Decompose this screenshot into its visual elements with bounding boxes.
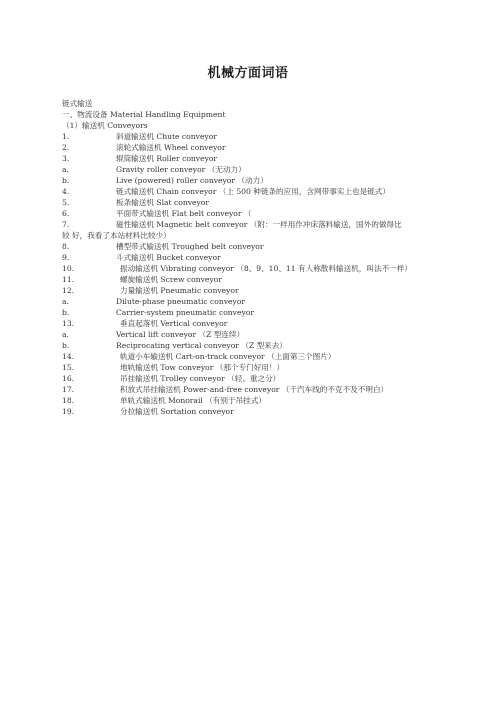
list-item-text: 单轨式输送机 Monorail （有别于吊挂式） xyxy=(120,396,266,405)
list-item-text: 积放式吊挂输送机 Power-and-free conveyor （干汽车线的不克不及不明白） xyxy=(120,385,389,394)
list-item-text: Dilute-phase pneumatic conveyor xyxy=(116,297,246,306)
list-item-number: 16. xyxy=(62,374,75,383)
list-item-number: 11. xyxy=(62,275,75,284)
list-item-number: 15. xyxy=(62,363,75,372)
list-item-continuation: 较 好，我看了本站材料比较少） xyxy=(62,231,171,240)
list-item-text: 板条输送机 Slat conveyor xyxy=(116,198,209,207)
list-item-text: 地轨输送机 Tow conveyor （那个专门好用！） xyxy=(120,363,285,372)
list-item-text: 辊筒输送机 Roller conveyor xyxy=(116,154,218,163)
list-item-number: 5. xyxy=(62,198,70,207)
list-item-text: Gravity roller conveyor （无动力） xyxy=(116,165,246,174)
list-item-number: b. xyxy=(62,176,70,185)
list-item-number: 8. xyxy=(62,242,70,251)
list-item-number: 4. xyxy=(62,187,70,196)
list-item-number: 14. xyxy=(62,352,75,361)
list-item-text: 槽型带式输送机 Troughed belt conveyor xyxy=(116,242,264,251)
heading-text: （1）输送机 Conveyors xyxy=(62,121,148,130)
list-item-number: a. xyxy=(62,330,69,339)
list-item-number: 6. xyxy=(62,209,70,218)
heading-text: 链式输送 xyxy=(62,99,93,108)
list-item-text: 斗式输送机 Bucket conveyor xyxy=(116,253,221,262)
list-item-number: 10. xyxy=(62,264,75,273)
list-item-text: Reciprocating vertical conveyor （Z 型来去） xyxy=(116,341,287,350)
page-title: 机械方面词语 xyxy=(207,66,289,81)
list-item-number: 17. xyxy=(62,385,75,394)
list-item-text: Vertical lift conveyor （Z 型连续） xyxy=(116,330,245,339)
heading-text: 一、物流设备 Material Handling Equipment xyxy=(62,110,226,119)
list-item-number: 1. xyxy=(62,132,70,141)
list-item-text: Carrier-system pneumatic conveyor xyxy=(116,308,254,317)
list-item-number: a. xyxy=(62,165,69,174)
list-item-number: a. xyxy=(62,297,69,306)
list-item-number: 9. xyxy=(62,253,70,262)
list-item-text: 滚轮式输送机 Wheel conveyor xyxy=(116,143,226,152)
list-item-text: 链式输送机 Chain conveyor （上 500 种链条的应用，含网带事实上也是链式） xyxy=(116,187,390,196)
list-item-text: 垂直起落机 Vertical conveyor xyxy=(120,319,228,328)
list-item-number: b. xyxy=(62,341,70,350)
list-item-text: Live (powered) roller conveyor （动力） xyxy=(116,176,268,185)
list-item-number: 2. xyxy=(62,143,70,152)
list-item-number: 3. xyxy=(62,154,70,163)
list-item-text: 螺旋输送机 Screw conveyor xyxy=(120,275,222,284)
list-item-text: 磁性输送机 Magnetic belt conveyor （附：一样用作冲床落料输送，国外的做得比 xyxy=(116,220,402,229)
list-item-text: 振动输送机 Vibrating conveyor （8、9、10、11 有人称散料输送机，叫法不一样） xyxy=(120,264,412,273)
list-item-text: 斜道输送机 Chute conveyor xyxy=(116,132,217,141)
list-item-text: 平面带式输送机 Flat belt conveyor （ xyxy=(116,209,252,218)
list-item-text: 轨道小车输送机 Cart-on-track conveyor （上面第三个图片） xyxy=(120,352,336,361)
list-item-number: 13. xyxy=(62,319,75,328)
list-item-number: 18. xyxy=(62,396,75,405)
list-item-number: b. xyxy=(62,308,70,317)
list-item-text: 力量输送机 Pneumatic conveyor xyxy=(120,286,239,295)
list-item-number: 7. xyxy=(62,220,70,229)
list-item-number: 19. xyxy=(62,407,75,416)
list-item-number: 12. xyxy=(62,286,75,295)
list-item-text: 分拉输送机 Sortation conveyor xyxy=(120,407,234,416)
list-item-text: 吊挂输送机 Trolley conveyor （轻、重之分） xyxy=(120,374,281,383)
